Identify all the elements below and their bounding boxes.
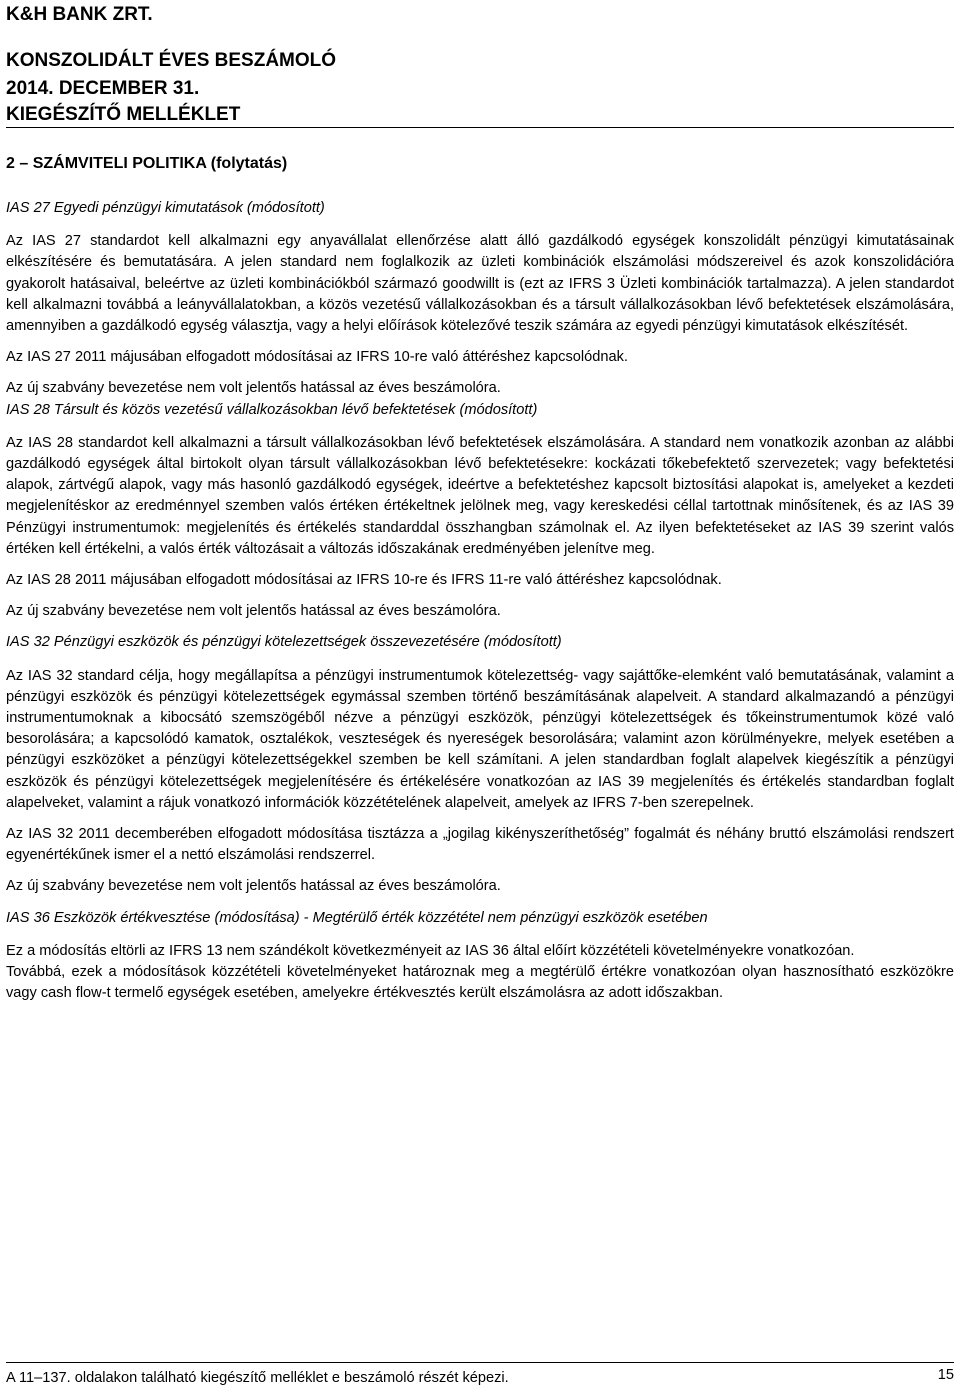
section-heading-ias36: IAS 36 Eszközök értékvesztése (módosítása) - Megtérülő érték közzététel nem pénzügyi eszközök esetében <box>6 909 708 926</box>
paragraph-ias27-2: Az IAS 27 2011 májusában elfogadott módosításai az IFRS 10-re való áttéréshez kapcsolódnak. <box>6 349 628 366</box>
paragraph-ias32-3: Az új szabvány bevezetése nem volt jelentős hatással az éves beszámolóra. <box>6 878 501 895</box>
paragraph-ias36-2: Továbbá, ezek a módosítások közzétételi követelményeket határoznak meg a megtérülő értékre vonatkozóan olyan hasznosítható eszközökre vagy cash flow-t termelő egységek esetében, amelyekre értékvesztés került elszámolásra az adott időszakban. <box>6 964 954 1002</box>
footer-divider <box>6 1362 954 1363</box>
paragraph-ias28-1: Az IAS 28 standardot kell alkalmazni a társult vállalkozásokban lévő befektetések elszámolására. A standard nem vonatkozik azonban az alábbi gazdálkodó egységek által birtokolt olyan társult vállalkozásokban lévő befektetésekre: kockázati tőkebefektető szervezetek; vagy befektetési alapok, zártvégű alapok, vagy más hasonló gazdálkodó egységek, ideértve a befektetéshez kapcsolt biztosítási alapokat is, amelyeket a kezdeti megjelenítéskor az eredménnyel szemben valós értéken értékeltnek jelölnek meg, vagy kereskedési céllal tartottnak minősítenek, és az IAS 39 Pénzügyi instrumentumok: megjelenítés és értékelés standarddal összhangban számolnak el. Az ilyen befektetéseket az IAS 39 szerint valós értéken kell értékelni, a valós érték változásait a változás időszakának eredményében jelenítve meg. <box>6 434 954 557</box>
section-heading-ias32: IAS 32 Pénzügyi eszközök és pénzügyi kötelezettségek összevezetésére (módosított) <box>6 634 562 651</box>
paragraph-ias27-1: Az IAS 27 standardot kell alkalmazni egy anyavállalat ellenőrzése alatt álló gazdálkodó egységek konszolidált pénzügyi kimutatásainak elkészítésére és bemutatására. A jelen standard nem foglalkozik az üzleti kombinációk elszámolási módszereivel és azok konszolidációra gyakorolt hatásaival, beleértve az üzleti kombinációkból származó goodwillt is (ezt az IFRS 3 Üzleti kombinációk tartalmazza). A jelen standardot kell alkalmazni továbbá a leányvállalatokban, a közös vezetésű vállalkozásokban és a társult vállalkozásokban lévő befektetések elszámolására, amennyiben a gazdálkodó egység választja, vagy a helyi előírások kötelezővé teszik számára az egyedi pénzügyi kimutatások elkészítését. <box>6 233 954 335</box>
footer-note: A 11–137. oldalakon található kiegészítő melléklet e beszámoló részét képezi. <box>6 1370 509 1386</box>
annex-title: KIEGÉSZÍTŐ MELLÉKLET <box>6 104 241 125</box>
paragraph-ias32-2: Az IAS 32 2011 decemberében elfogadott módosítása tisztázza a „jogilag kikényszeríthetőség” fogalmát és néhány bruttó elszámolási rendszert egyenértékűnek ismer el a nettó elszámolási rendszerrel. <box>6 826 954 864</box>
section-heading-ias28: IAS 28 Társult és közös vezetésű vállalkozásokban lévő befektetések (módosított) <box>6 401 538 418</box>
page-number: 15 <box>937 1367 954 1383</box>
report-title: KONSZOLIDÁLT ÉVES BESZÁMOLÓ <box>6 50 337 71</box>
section-title: 2 – SZÁMVITELI POLITIKA (folytatás) <box>6 155 288 172</box>
header-divider <box>6 127 954 128</box>
paragraph-ias32-1: Az IAS 32 standard célja, hogy megállapítsa a pénzügyi instrumentumok kötelezettség- vagy sajáttőke-elemként való bemutatásának, valamint a pénzügyi eszközök és pénzügyi kötelezettségek egymással szemben történő beszámításának alapelveit. A standard alkalmazandó a pénzügyi instrumentumoknak a kibocsátó szemszögéből nézve a pénzügyi eszközök, pénzügyi kötelezettségek és tőkeinstrumentumok közé való besorolására; a kapcsolódó kamatok, osztalékok, veszteségek és nyereségek besorolására; valamint azon körülményekre, melyek esetében a pénzügyi eszközöket a pénzügyi kötelezettségekkel szemben be kell számítani. A jelen standardban foglalt alapelvek kiegészítik a pénzügyi eszközök és pénzügyi kötelezettségek megjelenítésére és értékelésére vonatkozóan az IAS 39 megjelenítés és értékelés standardban foglalt alapelveket, valamint a rájuk vonatkozó információk közzétételének alapelveit, amelyek az IFRS 7-ben szerepelnek. <box>6 667 954 811</box>
paragraph-ias27-3: Az új szabvány bevezetése nem volt jelentős hatással az éves beszámolóra. <box>6 380 501 397</box>
section-heading-ias27: IAS 27 Egyedi pénzügyi kimutatások (módosított) <box>6 200 325 216</box>
paragraph-ias28-3: Az új szabvány bevezetése nem volt jelentős hatással az éves beszámolóra. <box>6 603 501 620</box>
company-name: K&H BANK ZRT. <box>6 4 153 25</box>
paragraph-ias36-1: Ez a módosítás eltörli az IFRS 13 nem szándékolt következményeit az IAS 36 által előírt közzétételi követelményekre vonatkozóan. <box>6 942 855 959</box>
document-body <box>6 198 954 1005</box>
report-date: 2014. DECEMBER 31. <box>6 78 200 99</box>
document-page <box>6 0 954 1391</box>
paragraph-ias28-2: Az IAS 28 2011 májusában elfogadott módosításai az IFRS 10-re és IFRS 11-re való áttéréshez kapcsolódnak. <box>6 572 722 589</box>
